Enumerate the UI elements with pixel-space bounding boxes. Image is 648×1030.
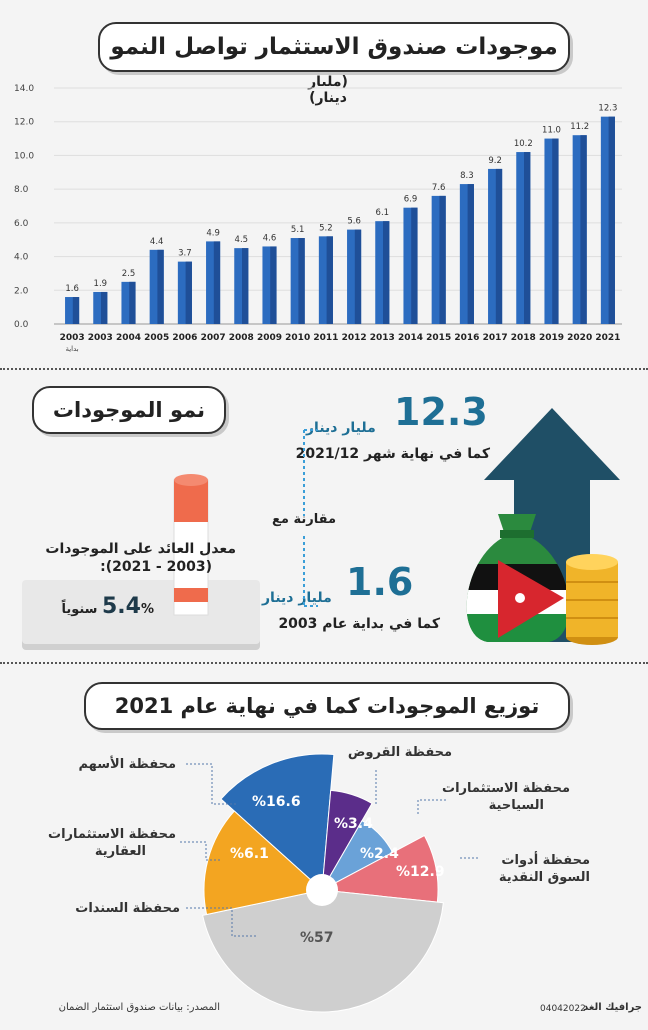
x-tick-label: 2011 [313, 333, 339, 343]
return-suffix: % سنوياً [61, 602, 154, 617]
y-tick-label: 2.0 [14, 286, 29, 297]
bar-value-label: 5.2 [319, 223, 333, 234]
bar-shade [157, 250, 163, 324]
start-caption: كما في بداية عام 2003 [278, 616, 440, 632]
divider [0, 662, 648, 664]
bar-value-label: 12.3 [598, 103, 618, 114]
x-tick-label: 2020 [567, 333, 593, 343]
bar-shade [270, 246, 276, 324]
brand-logo: جرافيك الغد [583, 1002, 642, 1013]
label-bonds: محفظة السندات [75, 901, 180, 916]
connector-lines [282, 426, 322, 626]
arrow-money-illustration [452, 402, 622, 652]
label-loans: محفظة القروض [347, 745, 453, 760]
bar-shade [524, 152, 530, 324]
y-tick-label: 14.0 [14, 84, 35, 94]
x-tick-note: بداية [65, 345, 79, 353]
return-value: 5.4 [101, 594, 141, 619]
pct-real-estate: %6.1 [230, 846, 269, 862]
bar-shade [609, 117, 615, 324]
label-shares: محفظة الأسهم [78, 757, 176, 772]
graphic-code: 04042022 [540, 1004, 586, 1014]
y-tick-label: 12.0 [14, 117, 35, 128]
start-value: 1.6 [346, 560, 414, 604]
pct-shares: %16.6 [252, 794, 301, 810]
return-title-line2: (2003 - 2021): [100, 559, 212, 575]
label-tourism-line1: محفظة الاستثمارات [442, 781, 570, 796]
bar-shade [242, 248, 248, 324]
x-tick-label: 2008 [228, 333, 254, 343]
label-tourism [430, 780, 570, 814]
pie-center [306, 874, 338, 906]
start-unit: مليار دينار [262, 590, 332, 606]
label-money-market [470, 852, 590, 886]
bar-value-label: 7.6 [431, 182, 446, 193]
y-tick-label: 6.0 [14, 218, 29, 229]
bar-value-label: 9.2 [488, 155, 502, 166]
return-rate [24, 594, 154, 619]
bar-value-label: 4.4 [149, 236, 164, 247]
bar-shade [73, 297, 79, 324]
return-title [10, 540, 236, 576]
y-tick-label: 4.0 [14, 252, 29, 263]
x-tick-label: 2005 [144, 333, 170, 343]
x-tick-label: 2014 [397, 333, 424, 343]
x-tick-label: 2012 [341, 333, 367, 343]
bar-shade [327, 236, 333, 324]
bar-shade [101, 292, 107, 324]
bar-shade [439, 196, 445, 324]
x-tick-label: 2010 [285, 333, 311, 343]
x-tick-label: 2019 [538, 333, 565, 343]
y-tick-label: 0.0 [14, 320, 29, 330]
bar-value-label: 4.5 [234, 235, 249, 246]
bar-value-label: 6.9 [403, 194, 418, 205]
x-tick-label: 2007 [200, 333, 226, 343]
growth-title: نمو الموجودات [32, 386, 226, 434]
pct-tourism: %2.4 [360, 846, 399, 862]
bar-value-label: 1.6 [65, 284, 79, 295]
bar-value-label: 6.1 [375, 208, 390, 219]
bar-shade [468, 184, 474, 324]
bar-chart [0, 70, 648, 380]
x-tick-label: 2003 [59, 333, 85, 343]
y-tick-label: 8.0 [14, 185, 29, 196]
pct-money-market: %12.9 [396, 864, 445, 880]
bar-shade [214, 241, 220, 324]
x-tick-label: 2009 [256, 333, 283, 343]
bar-value-label: 11.0 [542, 125, 561, 136]
bar-shade [355, 230, 361, 324]
bar-value-label: 11.2 [570, 122, 590, 133]
x-tick-label: 2003 [87, 333, 113, 343]
bar-shade [496, 169, 502, 324]
x-tick-label: 2017 [482, 333, 508, 343]
label-money-line1: محفظة أدوات [501, 853, 590, 868]
label-tourism-line2: السياحية [488, 798, 544, 813]
x-tick-label: 2006 [172, 333, 198, 343]
label-real-line2: العقارية [94, 844, 146, 859]
bar-value-label: 3.7 [178, 248, 192, 259]
current-unit: مليار دينار [306, 420, 376, 436]
x-tick-label: 2016 [454, 333, 480, 343]
source-note: المصدر: بيانات صندوق استثمار الضمان [58, 1002, 220, 1013]
bar-shade [298, 238, 304, 324]
bar-shade [383, 221, 389, 324]
bar-shade [580, 135, 586, 324]
label-real-estate [36, 826, 176, 860]
label-real-line1: محفظة الاستثمارات [48, 827, 176, 842]
chart-title: موجودات صندوق الاستثمار تواصل النمو [98, 22, 570, 72]
bar-value-label: 1.9 [93, 278, 108, 289]
bar-shade [186, 262, 192, 324]
y-tick-label: 10.0 [14, 151, 35, 162]
bar-shade [552, 139, 558, 324]
x-tick-label: 2021 [595, 333, 621, 343]
pct-loans: %3.4 [334, 816, 373, 832]
bar-shade [129, 282, 135, 324]
bar-value-label: 10.2 [513, 139, 533, 150]
x-tick-label: 2015 [426, 333, 452, 343]
label-money-line2: السوق النقدية [498, 870, 590, 885]
current-caption: كما في نهاية شهر 2021/12 [295, 446, 490, 462]
bar-value-label: 4.9 [206, 228, 220, 239]
pct-bonds: %57 [300, 930, 334, 946]
current-value: 12.3 [394, 390, 488, 434]
pie-slice [203, 890, 444, 1012]
chart-unit: (مليار دينار) [308, 74, 348, 106]
bar-value-label: 4.6 [262, 233, 277, 244]
x-tick-label: 2018 [510, 333, 536, 343]
coins-icon [566, 554, 618, 645]
compare-label: مقارنة مع [272, 512, 336, 527]
bar-value-label: 5.1 [290, 225, 305, 236]
x-tick-label: 2013 [369, 333, 395, 343]
bar-value-label: 5.6 [347, 216, 361, 227]
distribution-title: توزيع الموجودات كما في نهاية عام 2021 [84, 682, 570, 730]
x-tick-label: 2004 [115, 333, 142, 343]
bar-value-label: 2.5 [121, 268, 136, 279]
bar-value-label: 8.3 [460, 171, 474, 182]
bar-shade [411, 208, 417, 324]
return-title-line1: معدل العائد على الموجودات [45, 541, 236, 557]
divider [0, 368, 648, 370]
